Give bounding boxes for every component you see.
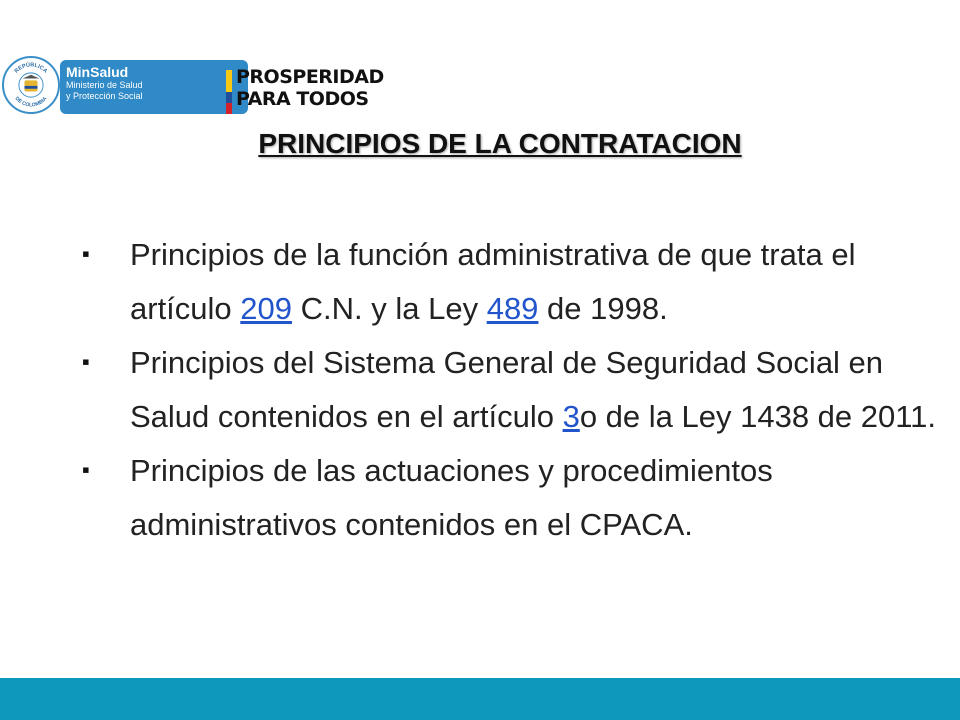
- minsalud-logo: [60, 60, 248, 114]
- header-logos: [0, 56, 420, 120]
- article-3-link[interactable]: 3: [562, 399, 580, 434]
- seal-bottom-text: DE COLOMBIA: [13, 95, 49, 109]
- ley-489-link[interactable]: 489: [486, 291, 539, 326]
- flag-stripes-icon: [226, 70, 232, 114]
- colombia-seal-icon: [2, 56, 60, 114]
- prosperidad-line1: PROSPERIDAD: [236, 66, 384, 88]
- bullet-item: [82, 336, 942, 444]
- seal-top-text: REPÚBLICA: [13, 62, 49, 75]
- minsalud-name: MinSalud: [66, 64, 129, 80]
- square-bullet-icon: ▪: [82, 349, 90, 374]
- square-bullet-icon: ▪: [82, 241, 90, 266]
- minsalud-sub-line2: y Protección Social: [66, 91, 143, 101]
- flag-yellow-stripe: [226, 70, 232, 92]
- bullet-text: Principios de la función administrativa de que trata el artículo: [130, 237, 856, 326]
- flag-red-stripe: [226, 103, 232, 114]
- bullet-item: [82, 444, 942, 552]
- footer-band: [0, 678, 960, 720]
- prosperidad-logo: [236, 66, 384, 110]
- bullet-text: o de la Ley 1438 de 2011.: [579, 399, 937, 434]
- slide-title: PRINCIPIOS DE LA CONTRATACION: [258, 128, 742, 159]
- bullet-text: Principios del Sistema General de Seguridad Social en Salud contenidos en el artículo: [130, 345, 884, 434]
- bullet-text: Principios de las actuaciones y procedimientos administrativos contenidos en el CPACA.: [130, 453, 773, 542]
- bullet-list: [82, 228, 942, 552]
- minsalud-sub-line1: Ministerio de Salud: [66, 80, 143, 90]
- bullet-text: C.N. y la Ley: [292, 291, 487, 326]
- square-bullet-icon: ▪: [82, 457, 90, 482]
- bullet-item: [82, 228, 942, 336]
- prosperidad-line2: PARA TODOS: [236, 88, 369, 110]
- bullet-text: de 1998.: [538, 291, 668, 326]
- article-209-link[interactable]: 209: [240, 291, 293, 326]
- flag-blue-stripe: [226, 92, 232, 103]
